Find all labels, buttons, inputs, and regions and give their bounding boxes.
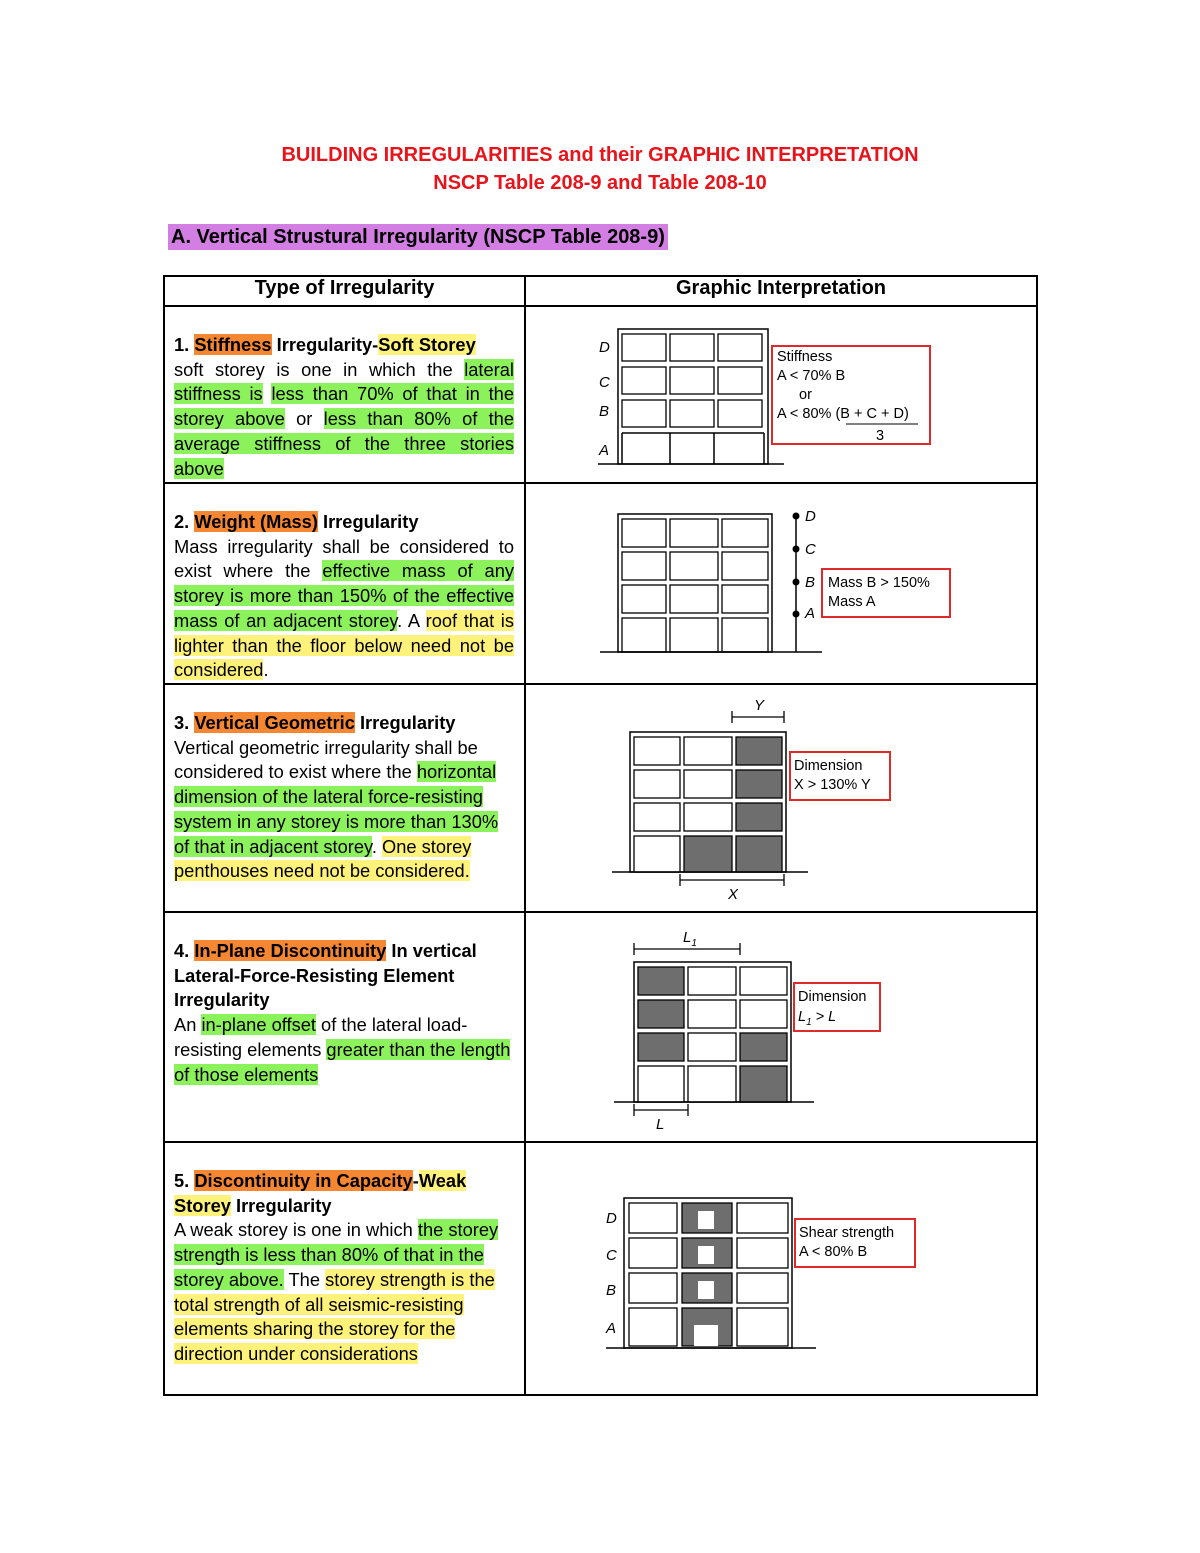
label-d: D — [805, 508, 816, 525]
row-2-heading: 2. Weight (Mass) Irregularity — [174, 511, 419, 532]
row-4-heading: 4. In-Plane Discontinuity In vertical Lateral-Force-Resisting Element Irregularity — [174, 940, 477, 1011]
stiffness-box-denominator: 3 — [876, 428, 885, 444]
row-5-heading: 5. Discontinuity in Capacity-Weak Storey Irregularity — [174, 1170, 467, 1216]
label-d: D — [606, 1210, 617, 1227]
weak-box-line2: A < 80% B — [799, 1244, 868, 1260]
row-1-graphic — [525, 306, 1037, 483]
table-header-row — [164, 276, 1037, 306]
row-1-description — [164, 306, 525, 483]
in-plane-box-line2: $L_1 > L$ — [798, 1009, 837, 1028]
row-3-heading: 3. Vertical Geometric Irregularity — [174, 712, 456, 733]
label-a: A — [606, 1320, 617, 1337]
row-5-description — [164, 1142, 525, 1395]
stiffness-box-title: Stiffness — [777, 349, 833, 365]
row-1-text: soft storey is one in which the lateral stiffness is less than 70% of that in the storey above or less than 80% of the average stiffness of the three stories above — [174, 358, 515, 479]
stiffness-box-line2: A < 70% B — [777, 368, 846, 384]
label-b: B — [606, 1282, 617, 1299]
mass-box-line1: Mass B > 150% — [828, 575, 930, 591]
table-row — [164, 483, 1037, 684]
table-row — [164, 1142, 1037, 1395]
label-a: A — [805, 605, 816, 622]
page-title: BUILDING IRREGULARITIES and their GRAPHIC INTERPRETATION — [281, 144, 919, 166]
label-c: C — [599, 374, 610, 391]
label-d: D — [599, 339, 610, 356]
stiffness-box-or: or — [799, 387, 812, 403]
label-x: X — [728, 886, 739, 903]
weak-storey-diagram — [526, 1143, 1036, 1394]
row-2-text: Mass irregularity shall be considered to exist where the effective mass of any storey is more than 150% of the effective mass of an adjacent storey. A roof that is lighter than the floor below need not be considered. — [174, 535, 515, 681]
table-row — [164, 306, 1037, 483]
row-1-heading: 1. Stiffness Irregularity-Soft Storey — [174, 334, 476, 355]
label-y: Y — [754, 697, 765, 714]
weak-box-line1: Shear strength — [799, 1225, 895, 1241]
mass-diagram — [526, 484, 1036, 683]
stiffness-box-line4: A < 80% (B + C + D) — [777, 406, 909, 422]
geometric-box-line1: Dimension — [794, 758, 863, 774]
row-3-description — [164, 684, 525, 912]
section-heading: A. Vertical Strustural Irregularity (NSCP Table 208-9) — [168, 224, 668, 250]
row-4-graphic — [525, 912, 1037, 1142]
table-row — [164, 684, 1037, 912]
soft-storey-diagram — [526, 307, 1036, 482]
label-b: B — [805, 574, 816, 591]
label-a: A — [599, 442, 610, 459]
mass-box-line2: Mass A — [828, 594, 876, 610]
geometric-diagram — [526, 685, 1036, 911]
row-2-description — [164, 483, 525, 684]
row-4-text: An in-plane offset of the lateral load-resisting elements greater than the length of those elements — [174, 1014, 511, 1085]
label-c: C — [805, 541, 816, 558]
label-c: C — [606, 1247, 617, 1264]
page-subtitle: NSCP Table 208-9 and Table 208-10 — [433, 172, 767, 194]
col-type-header: Type of Irregularity — [164, 276, 525, 306]
in-plane-box-line1: Dimension — [798, 989, 867, 1005]
irregularity-table — [163, 275, 1038, 1396]
row-3-text: Vertical geometric irregularity shall be considered to exist where the horizontal dimension of the lateral force-resisting system in any storey is more than 130% of that in adjacent storey. One storey penthouses need not be considered. — [174, 736, 499, 882]
row-2-graphic — [525, 483, 1037, 684]
in-plane-diagram — [526, 913, 1036, 1141]
table-row — [164, 912, 1037, 1142]
row-3-graphic — [525, 684, 1037, 912]
row-5-text: A weak storey is one in which the storey strength is less than 80% of that in the storey above. The storey strength is the total strength of all seismic-resisting elements sharing the storey for the direction under considerations — [174, 1219, 499, 1364]
geometric-box-line2: X > 130% Y — [794, 777, 871, 793]
label-b: B — [599, 403, 610, 420]
row-5-graphic — [525, 1142, 1037, 1395]
label-l: L — [656, 1116, 665, 1133]
col-graphic-header: Graphic Interpretation — [525, 276, 1037, 306]
label-l1: $L_1$ — [683, 929, 697, 949]
row-4-description — [164, 912, 525, 1142]
